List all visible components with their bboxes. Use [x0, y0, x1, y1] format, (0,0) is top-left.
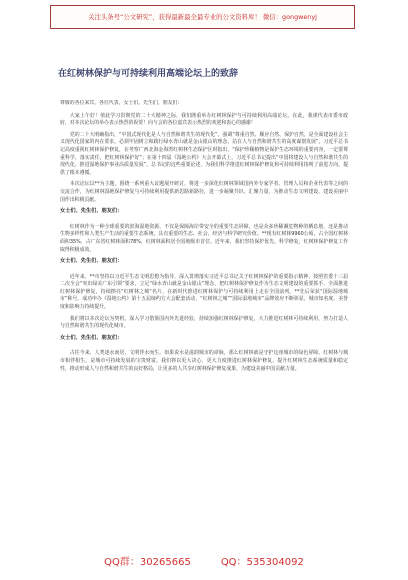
- section-greeting: 女士们、先生们、朋友们：: [60, 208, 123, 215]
- paragraph: 近年来，**市坚持以习近平生态文明思想为指导，深入贯彻落实习近平总书记关于红树林保护的重要指示精神，按照省委十三届二次全会“突出绿美广东引领”要求，立足“绿水青山就是金山银山”理念，把红树林保护修复作为生态文明建设的重要抓手，全面推进红树林保护修复，持续擦亮“红树林之城”名片，在新时代推进红树林保护与可持续利用上走在全国前列。**先后荣获“国际湿地城市”称号，成功申办《湿地公约》第十五届缔约方大会配套活动，“红树林之城”“国际湿地城市”品牌效应不断彰显，城市知名度、美誉度和影响力持续提升。: [60, 273, 348, 311]
- footer-contact: [0, 553, 408, 568]
- section-greeting: 女士们、先生们、朋友们：: [60, 334, 123, 341]
- paragraph: 大家上午好！值此学习贯彻党的二十大精神之际，我们隆重举办红树林保护与可持续利用高端论坛。在此，我谨代表市委市政府，对本次论坛的举办表示热烈的祝贺！向与会的各位嘉宾表示热烈的欢迎和衷心的感谢！: [60, 112, 348, 127]
- paragraph: 古往今来，人类逐水而居，文明伴水而生。如果说水是滋润城市的命脉，那么红树林就是守护这座城市的绿色屏障。红树林与城市相伴相生，是城市可持续发展的宝贵财富。我们将以更大决心、更大力度推进红树林保护修复，提升红树林生态系统质量和稳定性，推动形成人与自然和谐共生的良好格局，让更多的人共享红树林保护修复成果，为建设美丽中国贡献力量。: [60, 350, 348, 372]
- salutation: 尊敬的各位来宾、各位代表，女士们、先生们，朋友们：: [60, 100, 183, 106]
- footer-qq: QQ：535304092: [220, 557, 304, 568]
- page-title: 在红树林保护与可持续利用高端论坛上的致辞: [58, 69, 239, 79]
- paragraph: 红树林作为一种全球重要的滨海湿地资源，不仅是保障海岸带安全的重要生态屏障，也是众多珍稀濒危物种的栖息地，还是推动生物多样性和人类生产生活的重要生态系统，具有重要的生态、社会、经济与科学研究价值。**现有红树林9960公顷，占全国红树林面积35%，占广东省红树林面积78%，红树林面积居全国地级市首位。近年来，我们坚持保护优先、科学修复，红树林保护修复工作取得积极成效。: [60, 223, 348, 253]
- paragraph: 我们将以本次论坛为契机，深入学习借鉴国内外先进经验，持续加强红树林保护修复，大力推进红树林可持续利用，努力打造人与自然和谐共生的现代化城市。: [60, 315, 348, 330]
- footer-qq-group: QQ群：30265665: [104, 557, 191, 568]
- section-greeting: 女士们、先生们、朋友们：: [60, 258, 123, 265]
- paragraph: 本次论坛以**为主题，围绕一系列重大议题展开研讨，将进一步深化红树林领域国内外专家学者、管理人员和企业代表等之间的交流合作，为红树林湿地保护修复与可持续利用提供新思路新路径，进一步凝聚共识、汇聚力量，为推动生态文明建设、建设美丽中国作出积极贡献。: [60, 181, 348, 203]
- promo-banner: 关注头条号“公文研究”，获得最新最全最专业的公文资料库！ 微信：gongwenyj: [50, 5, 355, 29]
- paragraph: 党的二十大明确指出，“中国式现代化是人与自然和谐共生的现代化”，强调“尊重自然、顺应自然、保护自然，是全面建设社会主义现代化国家的内在要求。必须牢固树立和践行绿水青山就是金山银山的理念，站在人与自然和谐共生的高度谋划发展”。习近平总书记高度重视红树林保护修复，在考察广西北海金海湾红树林生态保护区时指出，“保护珍稀植物是保护生态环境的重要内容，一定要尊重科学、落实责任，把红树林保护好”；在第十四届《湿地公约》大会开幕式上，习近平总书记提出“中国将建设人与自然和谐共生的现代化，推进湿地保护事业高质量发展”。总书记的这些重要论述，为我们科学推进红树林保护修复和可持续利用指明了前进方向、提供了根本遵循。: [60, 131, 348, 176]
- speech-body: [60, 100, 348, 538]
